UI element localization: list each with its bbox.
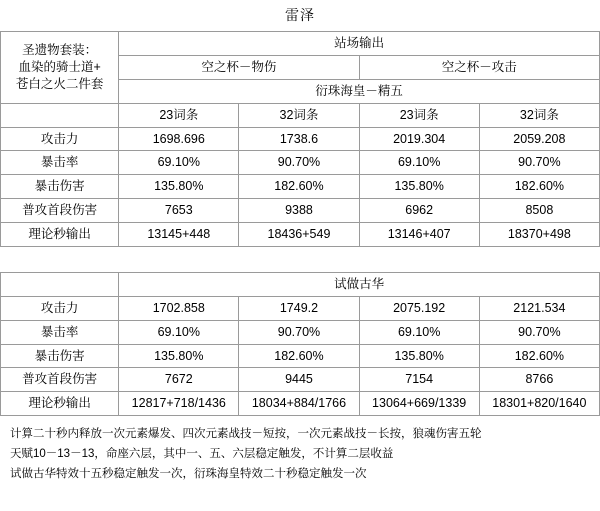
cell-critdmg-1-3: 182.60% xyxy=(479,175,599,199)
table-row xyxy=(1,296,600,320)
cell-critdmg-2-3: 182.60% xyxy=(479,344,599,368)
subheader-23-a: 23词条 xyxy=(119,103,239,127)
footnote-line-2: 天赋10－13－13，命座六层，其中一、五、六层稳定触发，不计算二层收益 xyxy=(10,448,394,461)
table-row xyxy=(1,392,600,416)
column-header-goblet-physical: 空之杯－物伤 xyxy=(119,55,359,79)
subheader-23-b: 23词条 xyxy=(359,103,479,127)
cell-dps-1-2: 13146+407 xyxy=(359,223,479,247)
artifact-set-label: 圣遗物套装： 血染的骑士道+ 苍白之火二件套 xyxy=(1,32,119,104)
footnotes xyxy=(0,416,600,484)
cell-critdmg-2-2: 135.80% xyxy=(359,344,479,368)
row-label-empty xyxy=(1,103,119,127)
cell-dps-2-3: 18301+820/1640 xyxy=(479,392,599,416)
table-row xyxy=(1,151,600,175)
cell-critrate-2-3: 90.70% xyxy=(479,320,599,344)
cell-critrate-1-3: 90.70% xyxy=(479,151,599,175)
cell-critrate-1-1: 90.70% xyxy=(239,151,359,175)
cell-critdmg-1-2: 135.80% xyxy=(359,175,479,199)
row-label-critrate-2: 暴击率 xyxy=(1,320,119,344)
spacer-cell xyxy=(1,246,600,272)
cell-critrate-2-2: 69.10% xyxy=(359,320,479,344)
cell-atk-2-0: 1702.858 xyxy=(119,296,239,320)
column-header-goblet-attack: 空之杯－攻击 xyxy=(359,55,599,79)
cell-normalatk-2-0: 7672 xyxy=(119,368,239,392)
table-row xyxy=(1,368,600,392)
row-label-critdmg-1: 暴击伤害 xyxy=(1,175,119,199)
row-label-normalatk-1: 普攻首段伤害 xyxy=(1,199,119,223)
cell-atk-1-3: 2059.208 xyxy=(479,127,599,151)
cell-dps-1-1: 18436+549 xyxy=(239,223,359,247)
footnote-line-1: 计算二十秒内释放一次元素爆发、四次元素战技－短按，一次元素战技－长按，狼魂伤害五轮 xyxy=(10,428,482,441)
cell-normalatk-2-1: 9445 xyxy=(239,368,359,392)
cell-critdmg-1-0: 135.80% xyxy=(119,175,239,199)
table-row xyxy=(1,199,600,223)
cell-dps-1-3: 18370+498 xyxy=(479,223,599,247)
cell-atk-2-1: 1749.2 xyxy=(239,296,359,320)
cell-critdmg-2-1: 182.60% xyxy=(239,344,359,368)
stats-table xyxy=(0,31,600,416)
row-label-normalatk-2: 普攻首段伤害 xyxy=(1,368,119,392)
cell-atk-1-2: 2019.304 xyxy=(359,127,479,151)
table-row xyxy=(1,127,600,151)
table-row xyxy=(1,223,600,247)
row-label-empty-2 xyxy=(1,272,119,296)
cell-critdmg-2-0: 135.80% xyxy=(119,344,239,368)
table-row xyxy=(1,320,600,344)
cell-critrate-2-0: 69.10% xyxy=(119,320,239,344)
cell-normalatk-1-2: 6962 xyxy=(359,199,479,223)
cell-atk-2-2: 2075.192 xyxy=(359,296,479,320)
table-row xyxy=(1,344,600,368)
cell-normalatk-2-3: 8766 xyxy=(479,368,599,392)
page-title: 雷泽 xyxy=(285,7,315,23)
cell-dps-1-0: 13145+448 xyxy=(119,223,239,247)
weapon-header-haiyuan: 衍珠海皇－精五 xyxy=(119,79,600,103)
row-label-critrate-1: 暴击率 xyxy=(1,151,119,175)
row-label-dps-1: 理论秒输出 xyxy=(1,223,119,247)
row-label-atk-1: 攻击力 xyxy=(1,127,119,151)
group-header-onfield: 站场输出 xyxy=(119,32,600,56)
weapon-header-guhua: 试做古华 xyxy=(119,272,600,296)
row-label-critdmg-2: 暴击伤害 xyxy=(1,344,119,368)
cell-atk-1-1: 1738.6 xyxy=(239,127,359,151)
table-row xyxy=(1,175,600,199)
table-row-subheaders xyxy=(1,103,600,127)
table-row-group-header xyxy=(1,32,600,56)
cell-dps-2-0: 12817+718/1436 xyxy=(119,392,239,416)
cell-critrate-1-2: 69.10% xyxy=(359,151,479,175)
cell-atk-2-3: 2121.534 xyxy=(479,296,599,320)
cell-critrate-1-0: 69.10% xyxy=(119,151,239,175)
row-label-atk-2: 攻击力 xyxy=(1,296,119,320)
cell-atk-1-0: 1698.696 xyxy=(119,127,239,151)
cell-normalatk-1-3: 8508 xyxy=(479,199,599,223)
cell-critdmg-1-1: 182.60% xyxy=(239,175,359,199)
table-row-group-header-2 xyxy=(1,272,600,296)
cell-critrate-2-1: 90.70% xyxy=(239,320,359,344)
row-label-dps-2: 理论秒输出 xyxy=(1,392,119,416)
subheader-32-a: 32词条 xyxy=(239,103,359,127)
cell-normalatk-1-1: 9388 xyxy=(239,199,359,223)
cell-normalatk-1-0: 7653 xyxy=(119,199,239,223)
cell-dps-2-2: 13064+669/1339 xyxy=(359,392,479,416)
footnote-line-3: 试做古华特效十五秒稳定触发一次，衍珠海皇特效二十秒稳定触发一次 xyxy=(10,468,367,481)
cell-normalatk-2-2: 7154 xyxy=(359,368,479,392)
cell-dps-2-1: 18034+884/1766 xyxy=(239,392,359,416)
subheader-32-b: 32词条 xyxy=(479,103,599,127)
table-spacer-row xyxy=(1,246,600,272)
